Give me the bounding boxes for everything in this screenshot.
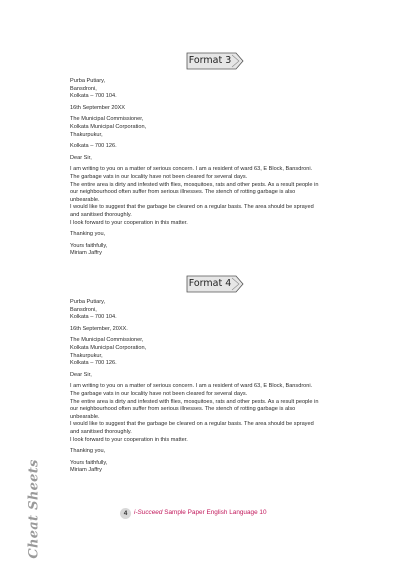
- sender-line: Purba Putiary,: [70, 299, 106, 305]
- format-4-label: Format 4: [188, 278, 232, 289]
- recipient-line: The Municipal Commissioner,: [70, 116, 144, 123]
- body-line: The garbage vats in our locality have not been cleared for several days.: [70, 173, 248, 180]
- recipient-line: Kolkata – 700 126.: [70, 143, 117, 150]
- body-line: I am writing to you on a matter of serious concern. I am a resident of ward 63, E Block, Bansdroni.: [70, 166, 313, 173]
- body-line: The garbage vats in our locality have not been cleared for several days.: [70, 390, 248, 397]
- closing-line: Yours faithfully,: [70, 242, 108, 249]
- body-line: I look forward to your cooperation in this matter.: [70, 436, 188, 443]
- side-brand-logo: [22, 459, 46, 559]
- sender-line: Purba Putiary,: [70, 78, 106, 84]
- thanks-line: Thanking you,: [70, 448, 106, 455]
- body-line: The entire area is dirty and infested with flies, mosquitoes, rats and other pests. As a result people in: [70, 398, 319, 405]
- sender-line: Bansdroni,: [70, 306, 97, 313]
- sender-line: Kolkata – 700 104.: [70, 93, 117, 100]
- recipient-line: The Municipal Commissioner,: [70, 337, 144, 344]
- signature-name: Miriam Jaffry: [70, 250, 102, 257]
- letter-date: 16th September 20XX: [70, 104, 126, 111]
- recipient-line: Thakurpukur,: [70, 131, 103, 138]
- page-number: 4: [120, 508, 131, 519]
- body-line: I look forward to your cooperation in this matter.: [70, 219, 188, 226]
- footer-brand-italic: i-Succeed: [134, 509, 163, 516]
- salutation: Dear Sir,: [70, 371, 92, 378]
- letter-format-4: [70, 299, 388, 475]
- letter-date: 16th September, 20XX.: [70, 325, 128, 332]
- body-line: I am writing to you on a matter of serious concern. I am a resident of ward 63, E Block, Bansdroni.: [70, 383, 313, 390]
- body-line: unbearable.: [70, 413, 100, 420]
- body-line: unbearable.: [70, 196, 100, 203]
- body-line: and sanitised thoroughly.: [70, 211, 132, 218]
- format-4-label-tag: [186, 275, 244, 293]
- body-line: I would like to suggest that the garbage be cleared on a regular basis. The area should be sprayed: [70, 421, 314, 428]
- recipient-line: Kolkata Municipal Corporation,: [70, 123, 147, 130]
- closing-line: Yours faithfully,: [70, 459, 108, 466]
- format-3-label: Format 3: [188, 55, 232, 66]
- body-line: The entire area is dirty and infested with flies, mosquitoes, rats and other pests. As a result people in: [70, 181, 319, 188]
- body-line: our neighbourhood often suffer from serious illnesses. The stench of rotting garbage is also: [70, 406, 296, 413]
- body-line: our neighbourhood often suffer from serious illnesses. The stench of rotting garbage is also: [70, 189, 296, 196]
- body-line: I would like to suggest that the garbage be cleared on a regular basis. The area should be sprayed: [70, 204, 314, 211]
- thanks-line: Thanking you,: [70, 231, 106, 238]
- footer-brand-title: Sample Paper English Language 10: [162, 509, 267, 516]
- body-line: and sanitised thoroughly.: [70, 428, 132, 435]
- recipient-line: Kolkata Municipal Corporation,: [70, 344, 147, 351]
- recipient-line: Kolkata – 700 126.: [70, 360, 117, 367]
- side-brand-text: Cheat Sheets: [26, 459, 42, 559]
- sender-line: Kolkata – 700 104.: [70, 314, 117, 321]
- format-3-label-tag: [186, 52, 244, 70]
- letter-format-3: [70, 78, 388, 258]
- signature-name: Miriam Jaffry: [70, 467, 102, 474]
- page-footer: [120, 507, 290, 519]
- recipient-line: Thakurpukur,: [70, 352, 103, 359]
- salutation: Dear Sir,: [70, 154, 92, 161]
- sender-line: Bansdroni,: [70, 85, 97, 92]
